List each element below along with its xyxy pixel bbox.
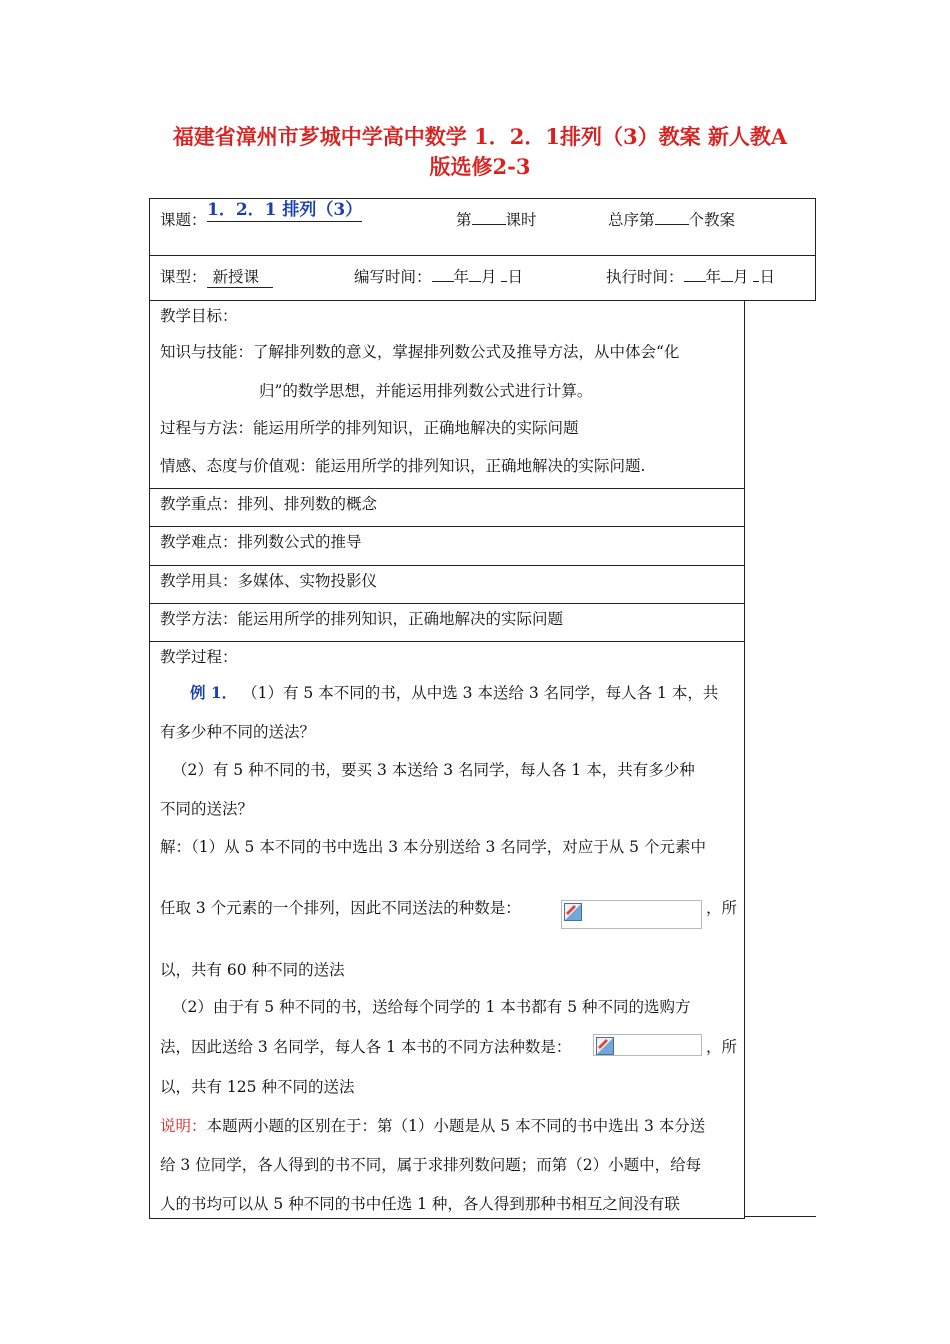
- note-line1: 说明：本题两小题的区别在于：第（1）小题是从 5 本不同的书中选出 3 本分送: [160, 1117, 706, 1135]
- process-heading: 教学过程：: [160, 648, 238, 666]
- example-1-question-2: （2）有 5 种不同的书，要买 3 本送给 3 名同学，每人各 1 本，共有多少种: [172, 761, 695, 779]
- solution-1-line3: 以，共有 60 种不同的送法: [160, 961, 345, 979]
- goal-process: 过程与方法：能运用所学的排列知识，正确地解决的实际问题: [160, 419, 579, 437]
- broken-image-icon: [596, 1037, 614, 1055]
- total-lesson-field: 总序第 个教案: [608, 211, 736, 229]
- period-field: 第 课时: [456, 211, 537, 229]
- goal-knowledge-line1: 知识与技能：了解排列数的意义，掌握排列数公式及推导方法，从中体会“化: [160, 343, 680, 361]
- example-1-question-1: 例 1． （1）有 5 本不同的书，从中选 3 本送给 3 名同学，每人各 1 本，共: [190, 683, 719, 702]
- solution-1-line1: 解：（1）从 5 本不同的书中选出 3 本分别送给 3 名同学，对应于从 5 个元素中: [160, 838, 706, 856]
- broken-image-icon: [564, 903, 582, 921]
- goals-heading: 教学目标：: [160, 307, 238, 325]
- example-1-question-1-cont: 有多少种不同的送法？: [160, 723, 316, 741]
- key-point: 教学重点：排列、排列数的概念: [160, 495, 378, 513]
- formula-image-placeholder: [593, 1034, 702, 1056]
- solution-2-line2: 法，因此送给 3 名同学，每人各 1 本书的不同方法种数是：: [160, 1038, 572, 1056]
- document-title-line1: 福建省漳州市芗城中学高中数学 1．2．1排列（3）教案 新人教A: [172, 124, 788, 149]
- goal-knowledge-line2: 归”的数学思想，并能运用排列数公式进行计算。: [259, 382, 593, 400]
- example-label: 例 1．: [190, 683, 238, 702]
- lesson-type-field: 课型： 新授课: [160, 267, 273, 288]
- note-line2: 给 3 位同学，各人得到的书不同，属于求排列数问题；而第（2）小题中，给每: [160, 1156, 702, 1174]
- example-1-question-2-cont: 不同的送法？: [160, 800, 254, 818]
- difficulty: 教学难点：排列数公式的推导: [160, 533, 362, 551]
- topic-value: 1．2．1 排列（3）: [207, 200, 363, 220]
- note-label: 说明：: [160, 1117, 207, 1135]
- execute-time-field: 执行时间： 年 月 日: [606, 268, 775, 286]
- compile-time-field: 编写时间： 年 月 日: [354, 268, 523, 286]
- goal-emotion: 情感、态度与价值观：能运用所学的排列知识，正确地解决的实际问题.: [160, 457, 646, 475]
- solution-2-line2-end: ，所: [706, 1038, 738, 1056]
- solution-1-line2: 任取 3 个元素的一个排列，因此不同送法的种数是：: [160, 899, 521, 917]
- note-line3: 人的书均可以从 5 种不同的书中任选 1 种，各人得到那种书相互之间没有联: [160, 1195, 680, 1213]
- solution-1-line2-end: ，所: [706, 899, 738, 917]
- solution-2-line3: 以，共有 125 种不同的送法: [160, 1078, 355, 1096]
- topic-label: 课题：: [160, 211, 207, 229]
- document-title-line2: 版选修2-3: [429, 154, 531, 179]
- formula-image-placeholder: [561, 900, 702, 929]
- teaching-tools: 教学用具：多媒体、实物投影仪: [160, 572, 378, 590]
- solution-2-line1: （2）由于有 5 种不同的书，送给每个同学的 1 本书都有 5 种不同的选购方: [172, 998, 691, 1016]
- teaching-method: 教学方法：能运用所学的排列知识，正确地解决的实际问题: [160, 610, 564, 628]
